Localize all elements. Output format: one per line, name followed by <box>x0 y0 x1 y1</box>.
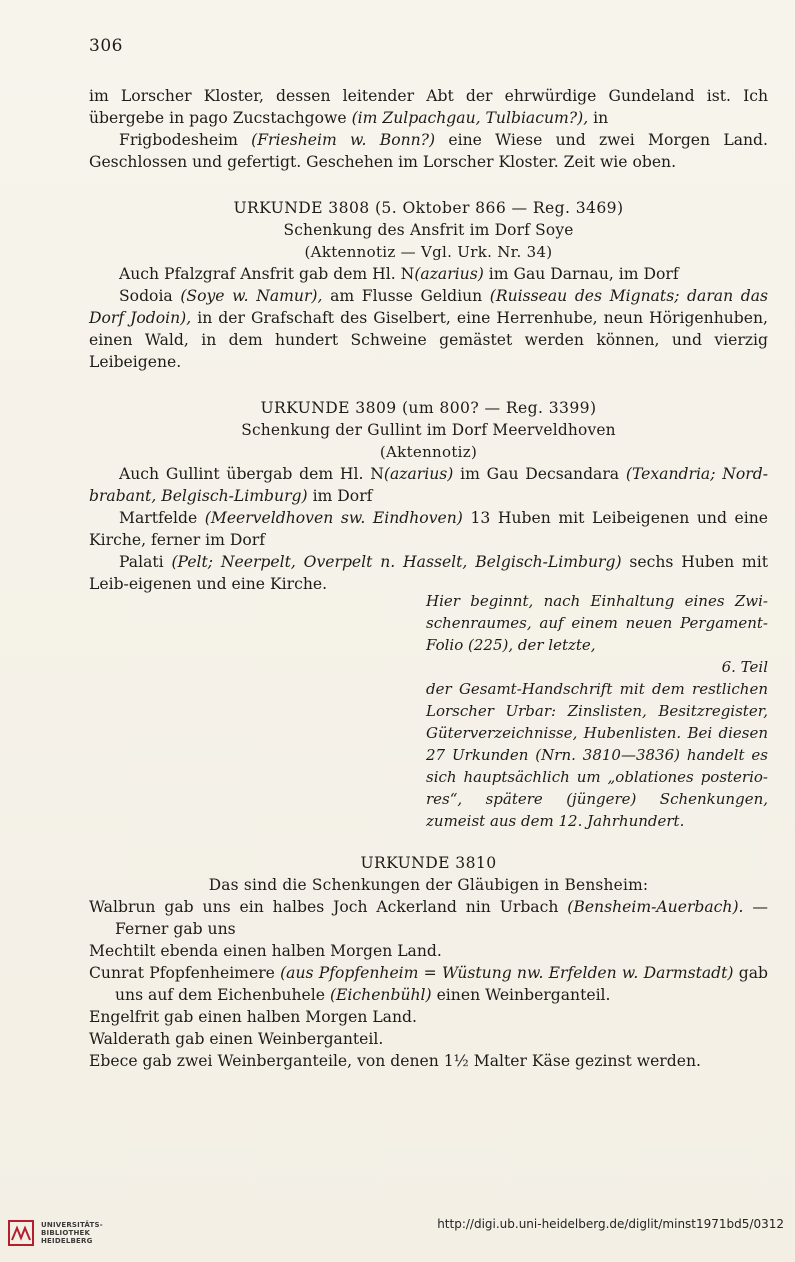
italic-run: (Meerveldhoven sw. Eindhoven) <box>204 509 463 527</box>
italic-run: (azarius) <box>383 465 454 483</box>
italic-run: (Texandria; Nord-brabant, Belgisch-Limburg) <box>89 465 768 505</box>
italic-run: (Soye w. Namur), <box>180 287 323 305</box>
italic-run: (Bensheim-Auerbach). <box>567 898 744 916</box>
urkunde-3809-paragraph-2 <box>89 507 768 551</box>
page-number: 306 <box>89 36 123 56</box>
urkunde-3810-line-3 <box>89 962 768 1006</box>
logo-line-3: HEIDELBERG <box>41 1237 93 1245</box>
text-run: Frigbodesheim <box>119 131 252 149</box>
text-run: Sodoia <box>119 287 181 305</box>
library-logo-text <box>41 1221 103 1245</box>
urkunde-3809-title: URKUNDE 3809 (um 800? — Reg. 3399) <box>260 399 597 417</box>
urkunde-3810-subtitle: Das sind die Schenkungen der Gläubigen in Bensheim: <box>208 876 649 894</box>
text-run: Palati <box>119 553 172 571</box>
urkunde-3808-title: URKUNDE 3808 (5. Oktober 866 — Reg. 3469) <box>233 199 624 217</box>
text-run: Martfelde <box>119 509 205 527</box>
text-run: — Ferner gab uns <box>115 898 768 938</box>
text-run: Auch Gullint übergab dem Hl. N <box>119 465 384 483</box>
urkunde-3809-paragraph-3 <box>89 551 768 595</box>
text-run: Auch Pfalzgraf Ansfrit gab dem Hl. N <box>119 265 415 283</box>
urkunde-3810-line-4: Engelfrit gab einen halben Morgen Land. <box>89 1008 417 1026</box>
aside-text-2: 6. Teil <box>721 658 768 676</box>
urkunde-3808-paragraph-1 <box>89 263 768 285</box>
urkunde-3810-line-1 <box>89 896 768 940</box>
urkunde-3808-paragraph-2 <box>89 285 768 373</box>
italic-run: (im Zulpachgau, Tulbiacum?), <box>351 109 589 127</box>
paragraph-intro-1 <box>89 85 768 129</box>
italic-run: (Eichenbühl) <box>329 986 432 1004</box>
urkunde-3810-line-2: Mechtilt ebenda einen halben Morgen Land. <box>89 942 442 960</box>
text-run: im Gau Decsandara <box>453 465 626 483</box>
text-run: Walbrun gab uns ein halbes Joch Ackerland nin Urbach <box>89 898 568 916</box>
urkunde-3810-block <box>89 852 768 1072</box>
logo-line-2: BIBLIOTHEK <box>41 1229 91 1237</box>
library-logo <box>8 1211 120 1255</box>
text-run: in der Grafschaft des Giselbert, eine Herrenhube, neun Hörigenhuben, einen Wald, in dem hundert Schweine gemästet werden können, und vierzig Leibeigene. <box>89 309 768 371</box>
urkunde-3810-title: URKUNDE 3810 <box>360 854 497 872</box>
urkunde-3810-line-5: Walderath gab einen Weinberganteil. <box>89 1030 384 1048</box>
italic-run: (Ruisseau des Mignats; daran das Dorf Jodoin), <box>89 287 769 327</box>
text-run: im Dorf <box>307 487 373 505</box>
aside-note <box>426 590 768 832</box>
library-logo-icon <box>8 1220 34 1246</box>
urkunde-3808-subtitle: Schenkung des Ansfrit im Dorf Soye <box>283 221 574 239</box>
urkunde-3809-paragraph-1 <box>89 463 768 507</box>
italic-run: (Pelt; Neerpelt, Overpelt n. Hasselt, Belgisch-Limburg) <box>171 553 622 571</box>
footer-url[interactable]: http://digi.ub.uni-heidelberg.de/diglit/minst1971bd5/0312 <box>437 1217 784 1231</box>
text-run: in <box>588 109 609 127</box>
urkunde-3809-subtitle: Schenkung der Gullint im Dorf Meerveldhoven <box>241 421 616 439</box>
urkunde-3808-note: (Aktennotiz — Vgl. Urk. Nr. 34) <box>304 243 553 261</box>
text-run: eine Wiese und zwei Morgen Land. Geschlossen und gefertigt. Geschehen im Lorscher Kloster. Zeit wie oben. <box>89 131 768 171</box>
text-run: gab uns auf dem Eichenbuhele <box>115 964 769 1004</box>
text-run: am Flusse Geldiun <box>322 287 490 305</box>
urkunde-3810-line-6: Ebece gab zwei Weinberganteile, von denen 1½ Malter Käse gezinst werden. <box>89 1052 701 1070</box>
text-run: einen Weinberganteil. <box>431 986 611 1004</box>
text-run: sechs Huben mit Leib-eigenen und eine Kirche. <box>89 553 768 593</box>
document-body <box>89 85 768 595</box>
italic-run: (azarius) <box>414 265 484 283</box>
text-run: pago Zucstachgowe <box>189 109 352 127</box>
text-run: im Gau Darnau, im Dorf <box>483 265 679 283</box>
logo-line-1: UNIVERSITÄTS- <box>41 1221 103 1229</box>
text-run: im Lorscher Kloster, dessen leitender Abt der ehrwürdige Gundeland ist. Ich übergebe in <box>89 87 768 127</box>
aside-text-1: Hier beginnt, nach Einhaltung eines Zwi-schenraumes, auf einem neuen Pergament-Folio (225), der letzte, <box>426 592 768 654</box>
italic-run: (Friesheim w. Bonn?) <box>251 131 436 149</box>
italic-run: (aus Pfopfenheim = Wüstung nw. Erfelden w. Darmstadt) <box>280 964 734 982</box>
text-run: 13 Huben mit Leibeigenen und eine Kirche, ferner im Dorf <box>89 509 769 549</box>
text-run: Cunrat Pfopfenheimere <box>89 964 281 982</box>
urkunde-3809-note: (Aktennotiz) <box>379 443 478 461</box>
aside-text-3: der Gesamt-Handschrift mit dem restlichen Lorscher Urbar: Zinslisten, Besitzregister, Güterverzeichnisse, Hubenlisten. Bei diesen 27 Urkunden (Nrn. 3810—3836) handelt es sich hauptsächlich um „oblationes posterio-res“, spätere (jüngere) Schenkungen, zumeist aus dem 12. Jahrhundert. <box>426 680 768 830</box>
paragraph-intro-2 <box>89 129 768 173</box>
